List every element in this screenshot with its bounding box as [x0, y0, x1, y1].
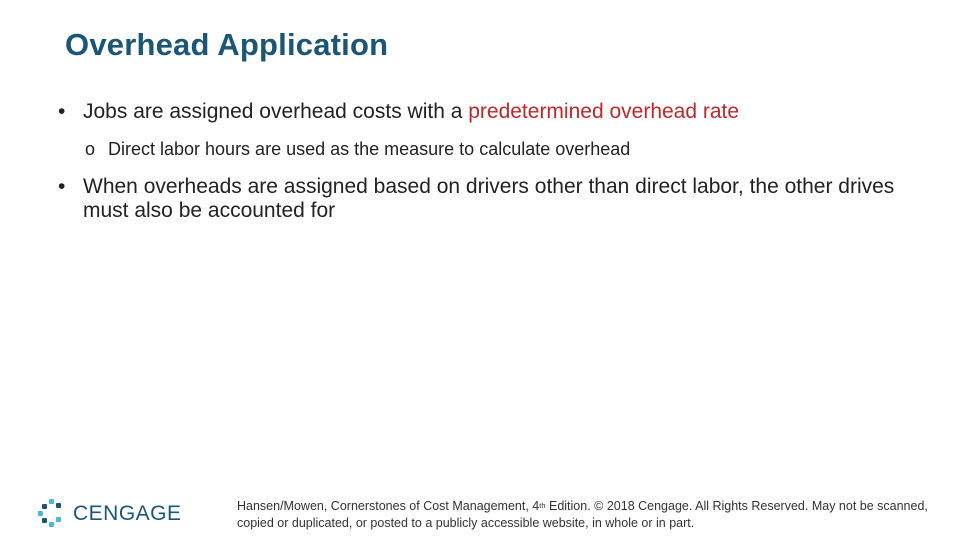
- bullet-dot: •: [58, 175, 66, 198]
- highlighted-term: predetermined overhead rate: [468, 100, 740, 123]
- bullet-text: Jobs are assigned overhead costs with a: [83, 100, 469, 123]
- bullet-text: When overheads are assigned based on drivers other than direct labor, the other drives must also be accounted for: [83, 175, 895, 222]
- bullet-item-2: [58, 175, 918, 223]
- footer-text-continued: Edition. © 2018 Cengage. All Rights Reserved. May not be scanned, copied or duplicated, or posted to a publicly accessible website, in whole or in part.: [237, 499, 928, 530]
- logo-wordmark: CENGAGE: [73, 502, 182, 525]
- slide-title: Overhead Application: [65, 27, 389, 62]
- copyright-footer: [237, 498, 942, 532]
- cengage-logo: [37, 498, 182, 530]
- sub-bullet-item: [58, 138, 918, 160]
- footer-text: Hansen/Mowen, Cornerstones of Cost Management, 4: [237, 499, 540, 513]
- bullet-item-1: [58, 100, 918, 124]
- cengage-logo-icon: [37, 498, 67, 528]
- sub-bullet-marker: o: [85, 139, 96, 159]
- sub-bullet-text: Direct labor hours are used as the measure to calculate overhead: [108, 139, 631, 159]
- bullet-dot: •: [58, 100, 66, 123]
- footer-superscript: th: [539, 501, 546, 510]
- bullet-list: [58, 100, 918, 223]
